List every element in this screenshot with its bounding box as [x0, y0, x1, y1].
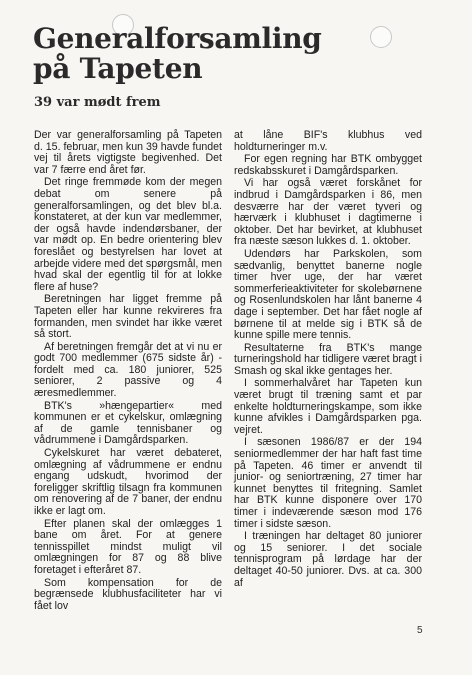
- paragraph: Vi har også været forskånet for indbrud i Damgårdsparken i 86, men desværre har der været tyveri og hærværk i klubhuset i dagtimerne i oktober. Det har bevirket, at klubhuset fra næste sæson lukkes d. 1. oktober.: [234, 177, 422, 248]
- paragraph: Udendørs har Parkskolen, som sædvanlig, benyttet banerne nogle timer hver uge, der har været sommerferieaktiviteter for skolebørnene og Rosenlundskolen har lånt banerne 4 dage i september. Det har fået nogle af børnene til at melde sig i BTK så de kunne spille mere tennis.: [234, 247, 422, 342]
- left-column: [34, 130, 222, 613]
- paragraph: I sæsonen 1986/87 er der 194 seniormedlemmer der har haft fast time på Tapeten. 46 timer er anvendt til junior- og seniortræning, 27 timer har kunnet benyttes til fritegning. Samlet har BTK kunne disponere over 170 timer i indeværende sæson mod 176 timer i sidste sæson.: [234, 436, 422, 530]
- paragraph: Cykelskuret har været debateret, omlægning af vådrummene er endnu engang udskudt, hvorimod der foreligger skriftlig tilsagn fra kommunen om renovering af de 7 baner, der endnu ikke er lagt om.: [34, 447, 222, 517]
- paragraph: I træningen har deltaget 80 juniorer og 15 seniorer. I det sociale tennisprogram på lørdage har der deltaget 40-50 juniorer. Dvs. at ca. 300 af: [234, 530, 422, 589]
- paragraph: Af beretningen fremgår det at vi nu er godt 700 medlemmer (675 sidste år) - fordelt med ca. 180 juniorer, 525 seniorer, 2 passive og 4 æresmedlemmer.: [34, 340, 222, 400]
- article-title: [33, 24, 322, 84]
- page-number: 5: [417, 625, 423, 636]
- paragraph: For egen regning har BTK ombygget redskabsskuret i Damgårdsparken.: [234, 153, 422, 177]
- paragraph: I sommerhalvåret har Tapeten kun været brugt til træning samt et par enkelte holdturneringskampe, som ikke kunne afvikles i Damgårdsparken pga. vejret.: [234, 377, 422, 436]
- paragraph: Resultaterne fra BTK's mange turneringshold har tidligere været bragt i Smash og skal ikke gentages her.: [234, 341, 422, 377]
- paragraph: Beretningen har ligget fremme på Tapeten eller har kunne rekvireres fra formanden, men svindet har ikke været så stort.: [34, 293, 222, 341]
- paragraph: Det ringe fremmøde kom der megen debat om senere på generalforsamlingen, og det blev bl.a. konstateret, at der kun var medlemmer, der også havde indendørsbaner, der var mødt op. En bedre orientering blev foreslået og bestyrelsen har lovet at arbejde videre med det spørgsmål, men hvad skal der egentlig til for at lokke flere af huse?: [34, 176, 222, 293]
- paragraph: Efter planen skal der omlægges 1 bane om året. For at genere tennisspillet mindst muligt vil omlægningen for 87 og 88 blive foretaget i efteråret 87.: [34, 517, 222, 576]
- right-column: [234, 130, 422, 590]
- paragraph: BTK's »hængepartier« med kommunen er et cykelskur, omlægning af de gamle tennisbaner og vådrummene i Damgårdsparken.: [34, 399, 222, 447]
- paragraph: at låne BIF's klubhus ved holdturneringer m.v.: [234, 129, 422, 153]
- paragraph: Som kompensation for de begrænsede klubhusfaciliteter har vi fået lov: [34, 576, 222, 612]
- title-line-1: Generalforsamling: [33, 22, 322, 55]
- punch-hole-icon: [370, 26, 392, 48]
- paragraph: Der var generalforsamling på Tapeten d. 15. februar, men kun 39 havde fundet vej til årets vigtigste begivenhed. Det var 7 færre end året før.: [34, 129, 222, 176]
- title-line-2: på Tapeten: [33, 52, 203, 85]
- article-subtitle: 39 var mødt frem: [34, 95, 161, 110]
